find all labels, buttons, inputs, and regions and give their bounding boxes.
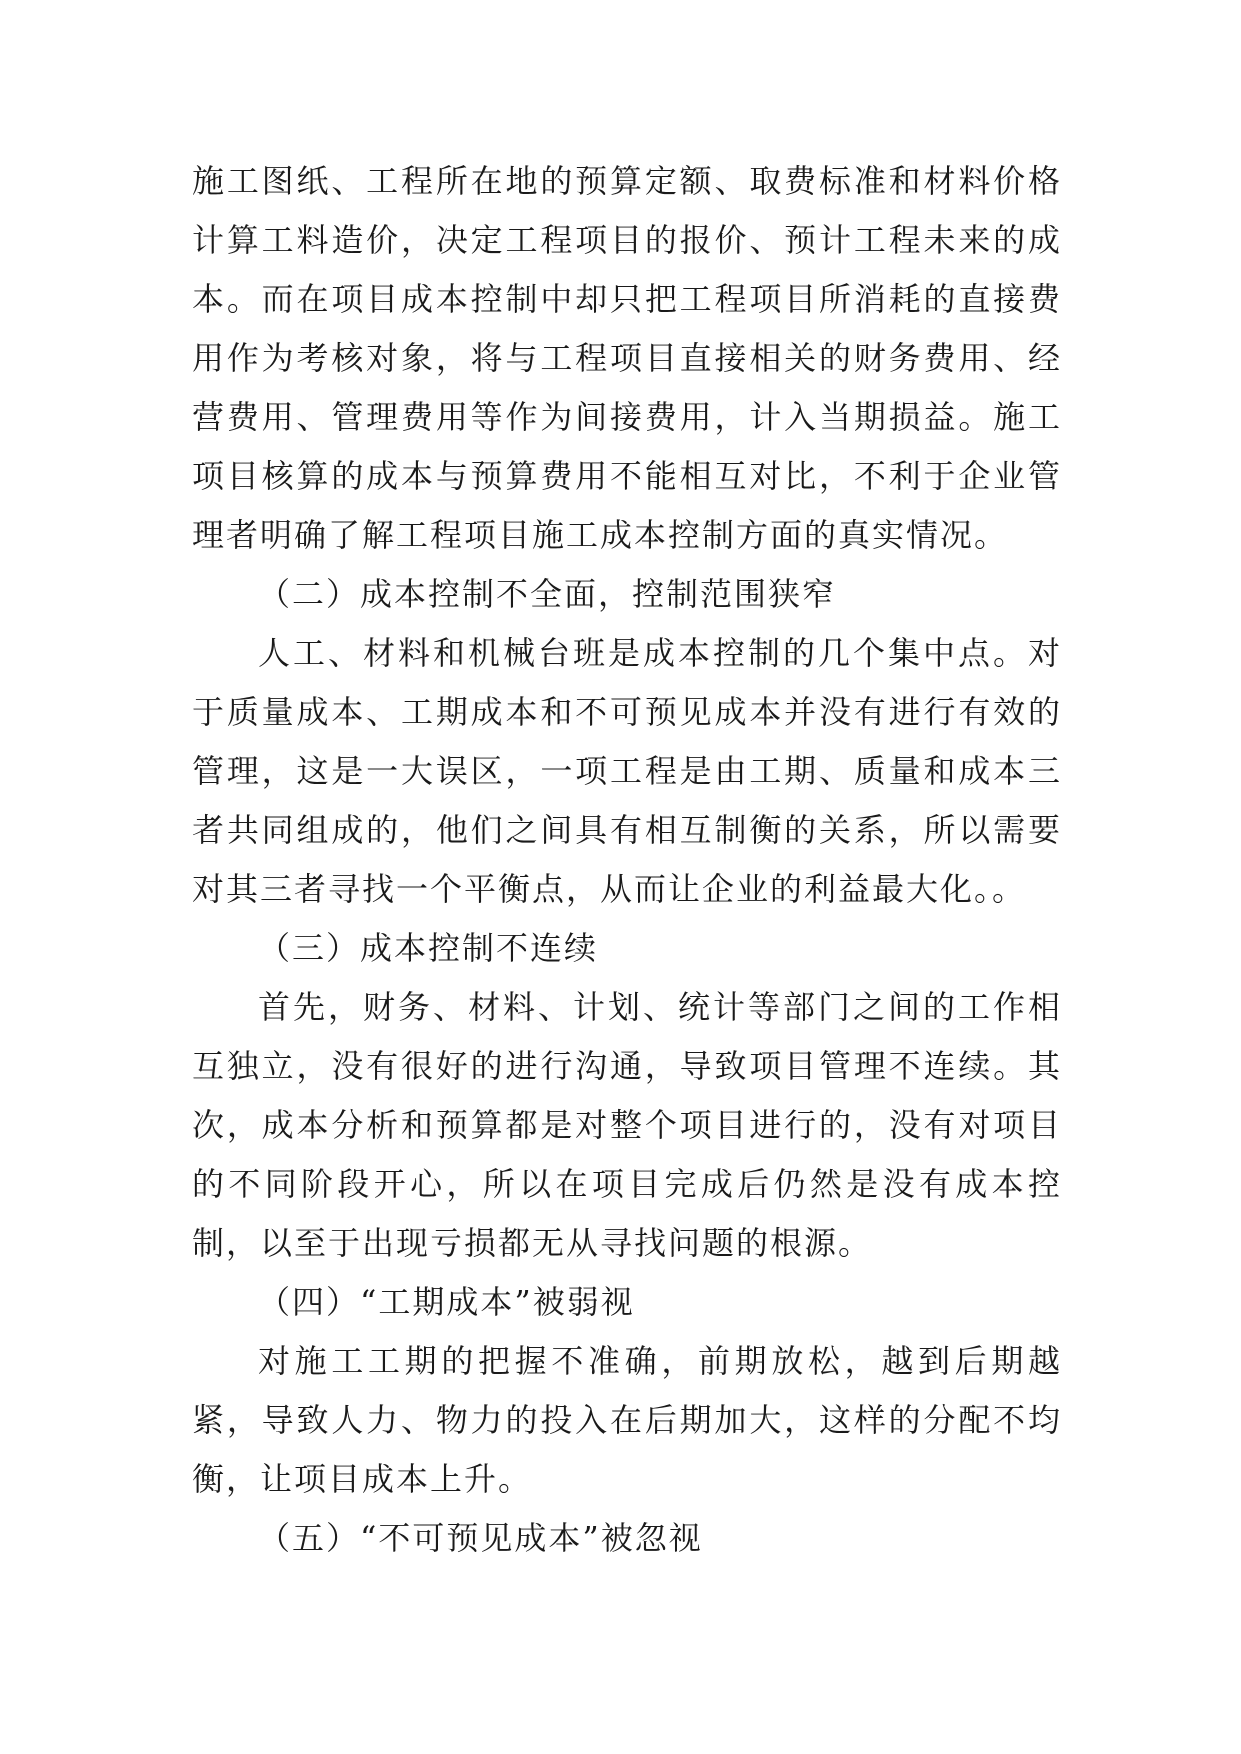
section-heading-3: （三）成本控制不连续	[258, 929, 599, 967]
section-heading-2: （二）成本控制不全面，控制范围狭窄	[258, 575, 837, 613]
paragraph-section-2: 人工、材料和机械台班是成本控制的几个集中点。对于质量成本、工期成本和不可预见成本并没有进行有效的管理，这是一大误区，一项工程是由工期、质量和成本三者共同组成的，他们之间具有相互制衡的关系，所以需要对其三者寻找一个平衡点，从而让企业的利益最大化。。	[192, 634, 1062, 908]
section-heading-4: （四）“工期成本”被弱视	[258, 1283, 635, 1321]
paragraph-section-4: 对施工工期的把握不准确，前期放松，越到后期越紧，导致人力、物力的投入在后期加大，这样的分配不均衡，让项目成本上升。	[192, 1342, 1062, 1498]
document-body	[192, 152, 1062, 1568]
paragraph-section-3: 首先，财务、材料、计划、统计等部门之间的工作相互独立，没有很好的进行沟通，导致项目管理不连续。其次，成本分析和预算都是对整个项目进行的，没有对项目的不同阶段开心，所以在项目完成后仍然是没有成本控制，以至于出现亏损都无从寻找问题的根源。	[192, 988, 1062, 1262]
paragraph-continuation: 施工图纸、工程所在地的预算定额、取费标准和材料价格计算工料造价，决定工程项目的报价、预计工程未来的成本。而在项目成本控制中却只把工程项目所消耗的直接费用作为考核对象，将与工程项目直接相关的财务费用、经营费用、管理费用等作为间接费用，计入当期损益。施工项目核算的成本与预算费用不能相互对比，不利于企业管理者明确了解工程项目施工成本控制方面的真实情况。	[192, 162, 1062, 554]
section-heading-5: （五）“不可预见成本”被忽视	[258, 1519, 703, 1557]
